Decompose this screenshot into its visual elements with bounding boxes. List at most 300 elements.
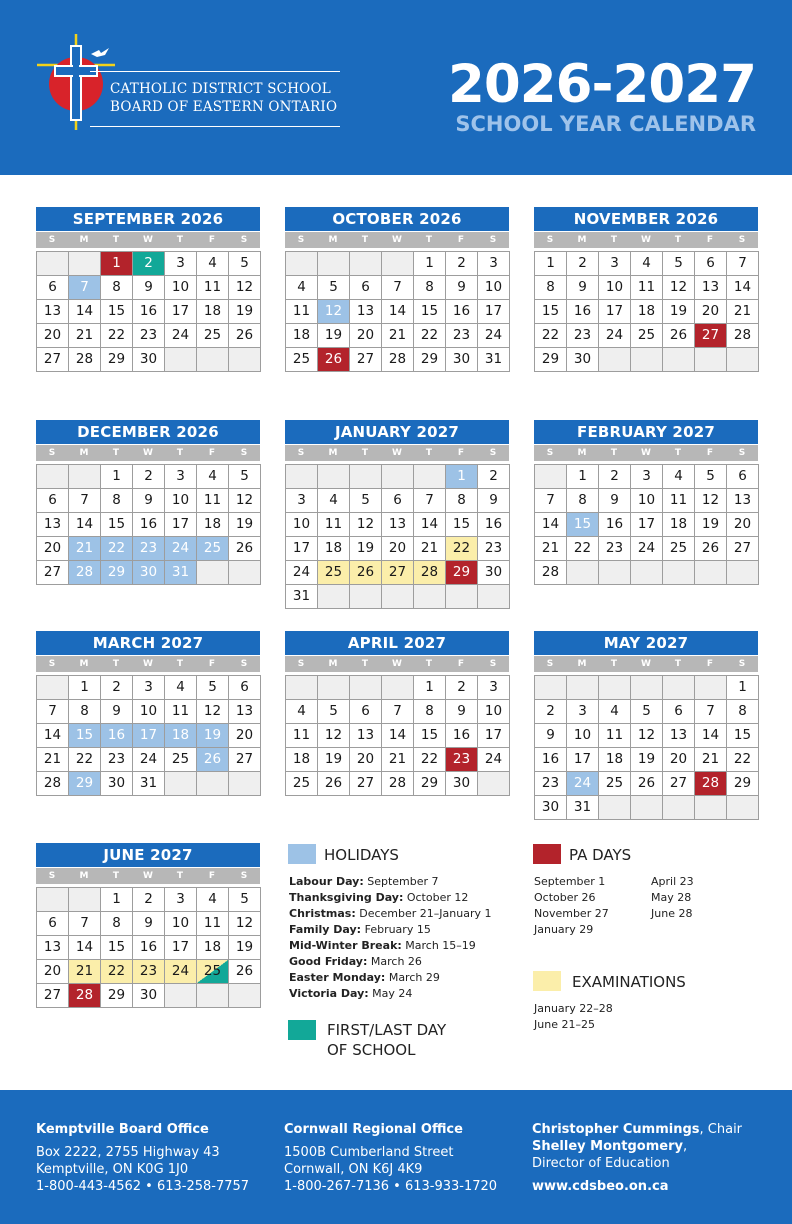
empty-cell (286, 676, 318, 700)
day-cell: 14 (69, 936, 101, 960)
day-cell: 10 (133, 700, 165, 724)
day-cell: 6 (37, 912, 69, 936)
day-cell: 3 (133, 676, 165, 700)
weekday-label: T (176, 448, 184, 458)
day-cell: 28 (69, 348, 101, 372)
empty-cell (197, 984, 229, 1008)
day-cell: 8 (446, 489, 478, 513)
weekday-label: F (457, 448, 465, 458)
day-cell: 15 (101, 513, 133, 537)
weekday-label: T (674, 659, 682, 669)
day-cell: 8 (414, 700, 446, 724)
day-cell: 12 (229, 489, 261, 513)
month-title: FEBRUARY 2027 (534, 420, 758, 444)
weekday-label: S (48, 871, 56, 881)
empty-cell (165, 984, 197, 1008)
day-cell: 10 (631, 489, 663, 513)
day-cell: 20 (229, 724, 261, 748)
day-cell: 11 (318, 513, 350, 537)
weekday-header (36, 868, 260, 884)
day-cell: 21 (382, 324, 414, 348)
day-cell: 18 (165, 724, 197, 748)
day-cell: 19 (663, 300, 695, 324)
day-cell: 15 (446, 513, 478, 537)
day-cell: 19 (229, 300, 261, 324)
first-last-day-swatch (288, 1020, 316, 1040)
day-cell: 3 (631, 465, 663, 489)
month-calendar (36, 631, 260, 796)
day-cell: 14 (382, 724, 414, 748)
empty-cell (286, 252, 318, 276)
day-cell: 7 (535, 489, 567, 513)
holiday-item: Good Friday: March 26 (289, 955, 422, 968)
day-cell: 21 (37, 748, 69, 772)
day-cell: 12 (318, 300, 350, 324)
empty-cell (37, 676, 69, 700)
empty-cell (350, 252, 382, 276)
weekday-label: T (112, 659, 120, 669)
day-cell: 2 (599, 465, 631, 489)
weekday-label: T (176, 659, 184, 669)
day-cell: 12 (350, 513, 382, 537)
weekday-header (285, 232, 509, 248)
weekday-label: T (610, 659, 618, 669)
day-cell: 9 (535, 724, 567, 748)
day-cell: 24 (165, 537, 197, 561)
empty-cell (197, 348, 229, 372)
weekday-label: S (546, 659, 554, 669)
month-title: NOVEMBER 2026 (534, 207, 758, 231)
day-cell: 1 (69, 676, 101, 700)
weekday-label: W (392, 448, 402, 458)
day-cell: 18 (663, 513, 695, 537)
weekday-label: T (176, 871, 184, 881)
day-cell: 2 (133, 465, 165, 489)
day-cell: 30 (133, 348, 165, 372)
empty-cell (229, 984, 261, 1008)
day-cell: 22 (101, 960, 133, 984)
school-board-logo (33, 32, 119, 132)
month-calendar (285, 631, 509, 796)
day-cell: 18 (197, 300, 229, 324)
day-cell: 27 (727, 537, 759, 561)
day-cell: 25 (197, 324, 229, 348)
day-cell: 12 (695, 489, 727, 513)
weekday-label: W (641, 659, 651, 669)
day-cell: 2 (478, 465, 510, 489)
month-title: JANUARY 2027 (285, 420, 509, 444)
day-cell: 4 (197, 465, 229, 489)
day-cell: 18 (286, 748, 318, 772)
holiday-item: Victoria Day: May 24 (289, 987, 413, 1000)
day-cell: 19 (350, 537, 382, 561)
day-cell: 11 (197, 489, 229, 513)
day-cell: 18 (599, 748, 631, 772)
weekday-label: W (641, 235, 651, 245)
weekday-label: S (738, 448, 746, 458)
day-cell: 14 (382, 300, 414, 324)
weekday-label: F (457, 235, 465, 245)
cornwall-office: Cornwall Regional Office 1500B Cumberland Street Cornwall, ON K6J 4K9 1-800-267-7136 • 613-933-1720 (284, 1122, 498, 1194)
day-cell: 24 (599, 324, 631, 348)
day-cell: 20 (727, 513, 759, 537)
day-cell: 26 (197, 748, 229, 772)
day-cell: 20 (350, 324, 382, 348)
weekday-label: S (738, 659, 746, 669)
day-cell: 11 (165, 700, 197, 724)
empty-cell (599, 348, 631, 372)
weekday-label: T (425, 448, 433, 458)
empty-cell (663, 561, 695, 585)
day-cell: 10 (165, 489, 197, 513)
weekday-label: T (112, 448, 120, 458)
weekday-header (285, 445, 509, 461)
day-cell: 7 (69, 276, 101, 300)
month-calendar (36, 843, 260, 1008)
day-cell: 23 (567, 324, 599, 348)
org-name-line-2: BOARD OF EASTERN ONTARIO (110, 99, 338, 115)
day-cell: 21 (69, 537, 101, 561)
day-cell: 6 (663, 700, 695, 724)
weekday-label: S (48, 235, 56, 245)
day-cell: 3 (478, 676, 510, 700)
empty-cell (197, 772, 229, 796)
day-grid (285, 675, 510, 796)
weekday-label: T (361, 235, 369, 245)
day-cell: 22 (414, 748, 446, 772)
day-cell: 11 (197, 276, 229, 300)
day-cell: 25 (318, 561, 350, 585)
empty-cell (727, 348, 759, 372)
day-cell: 1 (101, 252, 133, 276)
day-cell: 25 (286, 348, 318, 372)
day-cell: 19 (695, 513, 727, 537)
day-cell: 3 (165, 465, 197, 489)
day-cell: 7 (382, 276, 414, 300)
weekday-label: S (240, 871, 248, 881)
day-cell: 15 (535, 300, 567, 324)
day-cell: 23 (133, 960, 165, 984)
weekday-label: W (143, 659, 153, 669)
day-cell: 4 (197, 252, 229, 276)
day-cell: 13 (229, 700, 261, 724)
day-cell: 1 (446, 465, 478, 489)
day-cell: 24 (165, 324, 197, 348)
day-cell: 6 (727, 465, 759, 489)
weekday-header (534, 232, 758, 248)
weekday-label: T (610, 235, 618, 245)
weekday-header (36, 656, 260, 672)
first-last-day-heading: FIRST/LAST DAY OF SCHOOL (327, 1021, 447, 1059)
day-cell: 23 (101, 748, 133, 772)
day-cell: 25 (197, 960, 229, 984)
weekday-label: T (425, 235, 433, 245)
day-cell: 16 (133, 513, 165, 537)
weekday-label: T (361, 659, 369, 669)
day-cell: 22 (727, 748, 759, 772)
day-cell: 17 (599, 300, 631, 324)
day-cell: 6 (229, 676, 261, 700)
month-title: JUNE 2027 (36, 843, 260, 867)
day-cell: 21 (69, 960, 101, 984)
day-cell: 18 (318, 537, 350, 561)
day-cell: 16 (478, 513, 510, 537)
weekday-label: S (297, 448, 305, 458)
day-cell: 5 (197, 676, 229, 700)
day-cell: 17 (478, 724, 510, 748)
day-cell: 30 (446, 772, 478, 796)
day-cell: 11 (663, 489, 695, 513)
day-cell: 24 (133, 748, 165, 772)
day-cell: 20 (37, 537, 69, 561)
day-cell: 13 (695, 276, 727, 300)
day-cell: 25 (663, 537, 695, 561)
day-cell: 2 (133, 252, 165, 276)
day-cell: 4 (663, 465, 695, 489)
day-cell: 23 (133, 537, 165, 561)
empty-cell (350, 465, 382, 489)
weekday-label: M (79, 659, 89, 669)
day-cell: 31 (286, 585, 318, 609)
day-cell: 22 (69, 748, 101, 772)
empty-cell (663, 348, 695, 372)
empty-cell (350, 676, 382, 700)
page-title: 2026-2027 (447, 54, 756, 115)
day-cell: 6 (37, 276, 69, 300)
empty-cell (69, 888, 101, 912)
day-cell: 27 (37, 984, 69, 1008)
day-cell: 30 (133, 561, 165, 585)
day-cell: 1 (414, 252, 446, 276)
weekday-label: S (489, 448, 497, 458)
empty-cell (318, 465, 350, 489)
empty-cell (318, 585, 350, 609)
examinations-list: January 22–28 June 21–25 (534, 1002, 613, 1031)
empty-cell (599, 676, 631, 700)
day-cell: 15 (414, 300, 446, 324)
day-cell: 30 (446, 348, 478, 372)
day-cell: 13 (37, 936, 69, 960)
website-link[interactable]: www.cdsbeo.on.ca (532, 1179, 669, 1194)
weekday-label: S (546, 235, 554, 245)
day-cell: 31 (165, 561, 197, 585)
day-cell: 27 (37, 561, 69, 585)
day-cell: 3 (286, 489, 318, 513)
day-cell: 2 (446, 676, 478, 700)
day-cell: 14 (69, 513, 101, 537)
day-cell: 24 (478, 748, 510, 772)
board-contacts: Christopher Cummings, Chair Shelley Montgomery, Director of Education www.cdsbeo.on.ca (532, 1122, 743, 1194)
empty-cell (382, 585, 414, 609)
day-cell: 18 (286, 324, 318, 348)
weekday-label: F (208, 871, 216, 881)
day-cell: 22 (101, 537, 133, 561)
day-cell: 21 (414, 537, 446, 561)
empty-cell (599, 796, 631, 820)
day-cell: 2 (446, 252, 478, 276)
weekday-label: S (546, 448, 554, 458)
empty-cell (382, 252, 414, 276)
day-cell: 3 (478, 252, 510, 276)
day-cell: 16 (133, 936, 165, 960)
weekday-label: T (425, 659, 433, 669)
day-cell: 9 (133, 912, 165, 936)
day-cell: 8 (535, 276, 567, 300)
weekday-label: T (176, 235, 184, 245)
empty-cell (318, 252, 350, 276)
day-cell: 11 (599, 724, 631, 748)
day-cell: 7 (727, 252, 759, 276)
day-cell: 26 (318, 348, 350, 372)
day-cell: 7 (69, 489, 101, 513)
day-cell: 19 (229, 513, 261, 537)
day-cell: 9 (133, 489, 165, 513)
day-grid (36, 887, 261, 1008)
empty-cell (695, 561, 727, 585)
day-cell: 5 (229, 465, 261, 489)
day-cell: 27 (37, 348, 69, 372)
day-cell: 1 (727, 676, 759, 700)
holiday-item: Thanksgiving Day: October 12 (289, 891, 469, 904)
day-cell: 16 (446, 300, 478, 324)
weekday-label: M (577, 448, 587, 458)
pa-days-heading: PA DAYS (569, 846, 632, 864)
day-cell: 3 (599, 252, 631, 276)
day-cell: 4 (599, 700, 631, 724)
day-cell: 28 (37, 772, 69, 796)
day-cell: 7 (69, 912, 101, 936)
pa-days-list-1: September 1 October 26 November 27 January 29 (534, 875, 609, 936)
day-grid (36, 251, 261, 372)
weekday-header (36, 445, 260, 461)
day-cell: 17 (133, 724, 165, 748)
day-grid (534, 251, 759, 372)
month-title: DECEMBER 2026 (36, 420, 260, 444)
day-cell: 18 (631, 300, 663, 324)
empty-cell (382, 676, 414, 700)
day-cell: 28 (695, 772, 727, 796)
month-title: APRIL 2027 (285, 631, 509, 655)
day-cell: 26 (229, 537, 261, 561)
day-cell: 10 (286, 513, 318, 537)
day-cell: 15 (101, 936, 133, 960)
day-cell: 16 (446, 724, 478, 748)
month-calendar (534, 207, 758, 372)
weekday-header (534, 656, 758, 672)
day-cell: 5 (695, 465, 727, 489)
weekday-label: S (489, 659, 497, 669)
day-cell: 26 (663, 324, 695, 348)
empty-cell (318, 676, 350, 700)
day-cell: 28 (727, 324, 759, 348)
day-cell: 9 (101, 700, 133, 724)
day-cell: 19 (318, 324, 350, 348)
weekday-label: S (240, 448, 248, 458)
weekday-label: S (489, 235, 497, 245)
day-grid (285, 251, 510, 372)
day-cell: 14 (727, 276, 759, 300)
day-cell: 15 (101, 300, 133, 324)
day-cell: 29 (446, 561, 478, 585)
holiday-item: Labour Day: September 7 (289, 875, 439, 888)
day-cell: 10 (165, 276, 197, 300)
empty-cell (727, 561, 759, 585)
day-cell: 24 (631, 537, 663, 561)
empty-cell (414, 585, 446, 609)
empty-cell (663, 796, 695, 820)
day-cell: 9 (478, 489, 510, 513)
day-cell: 18 (197, 513, 229, 537)
empty-cell (382, 465, 414, 489)
day-grid (285, 464, 510, 609)
weekday-label: T (610, 448, 618, 458)
day-cell: 10 (478, 700, 510, 724)
month-calendar (534, 420, 758, 585)
empty-cell (631, 796, 663, 820)
empty-cell (535, 465, 567, 489)
empty-cell (535, 676, 567, 700)
empty-cell (567, 676, 599, 700)
day-cell: 6 (37, 489, 69, 513)
day-cell: 29 (414, 772, 446, 796)
weekday-label: M (79, 448, 89, 458)
empty-cell (37, 888, 69, 912)
empty-cell (567, 561, 599, 585)
empty-cell (414, 465, 446, 489)
holiday-item: Easter Monday: March 29 (289, 971, 440, 984)
day-cell: 11 (197, 912, 229, 936)
day-cell: 22 (414, 324, 446, 348)
pa-day-swatch (533, 844, 561, 864)
day-cell: 19 (197, 724, 229, 748)
day-cell: 25 (286, 772, 318, 796)
day-cell: 2 (567, 252, 599, 276)
day-cell: 16 (535, 748, 567, 772)
day-cell: 2 (101, 676, 133, 700)
empty-cell (69, 465, 101, 489)
day-cell: 1 (567, 465, 599, 489)
day-cell: 8 (567, 489, 599, 513)
day-cell: 23 (599, 537, 631, 561)
day-cell: 26 (318, 772, 350, 796)
day-cell: 13 (37, 300, 69, 324)
weekday-label: S (240, 659, 248, 669)
kemptville-office: Kemptville Board Office Box 2222, 2755 Highway 43 Kemptville, ON K0G 1J0 1-800-443-4562 • 613-258-7757 (36, 1122, 250, 1194)
day-cell: 11 (286, 724, 318, 748)
day-cell: 29 (727, 772, 759, 796)
day-cell: 16 (101, 724, 133, 748)
day-cell: 22 (567, 537, 599, 561)
day-cell: 8 (727, 700, 759, 724)
day-cell: 14 (695, 724, 727, 748)
day-cell: 1 (101, 465, 133, 489)
day-cell: 17 (478, 300, 510, 324)
empty-cell (695, 796, 727, 820)
weekday-label: T (112, 235, 120, 245)
month-calendar (285, 420, 509, 609)
day-cell: 9 (446, 276, 478, 300)
day-cell: 5 (631, 700, 663, 724)
weekday-label: W (143, 448, 153, 458)
empty-cell (631, 561, 663, 585)
day-cell: 13 (663, 724, 695, 748)
day-cell: 23 (446, 324, 478, 348)
empty-cell (695, 676, 727, 700)
day-grid (36, 464, 261, 585)
day-cell: 24 (165, 960, 197, 984)
day-cell: 4 (631, 252, 663, 276)
day-cell: 12 (631, 724, 663, 748)
